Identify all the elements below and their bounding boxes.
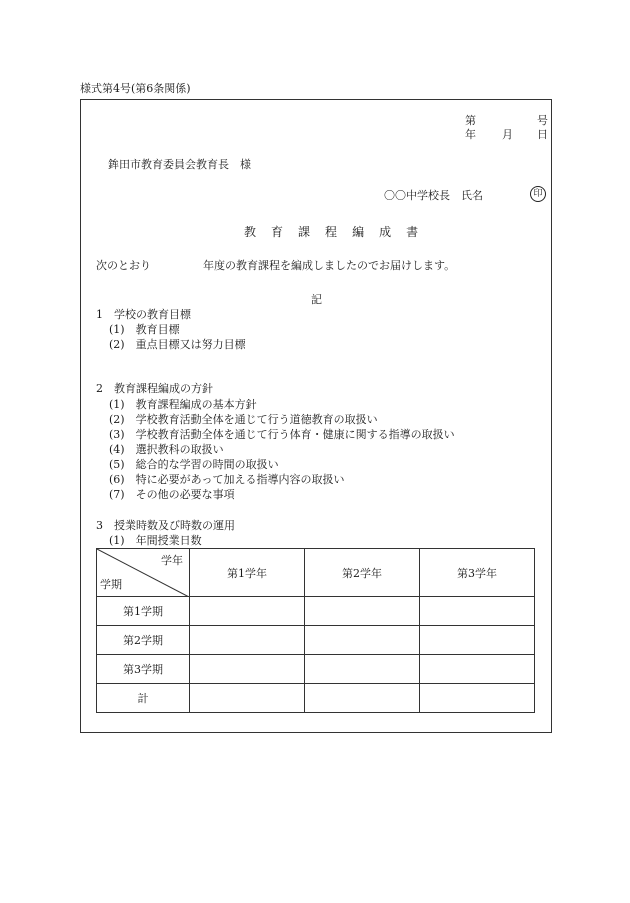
section3-subheading: (1) 年間授業日数 — [109, 534, 202, 547]
section2-item: (7) その他の必要な事項 — [109, 488, 235, 501]
form-label: 様式第4号(第6条関係) — [80, 82, 191, 95]
table-row — [97, 655, 535, 684]
section2-item: (2) 学校教育活動全体を通じて行う道徳教育の取扱い — [109, 413, 378, 426]
title-char: 成 — [379, 225, 392, 239]
column-header: 第2学年 — [305, 549, 420, 597]
section3-heading: 3 授業時数及び時数の運用 — [96, 519, 235, 532]
table-cell — [190, 597, 305, 626]
intro-left: 次のとおり — [96, 259, 151, 272]
table-cell — [190, 684, 305, 713]
row-header: 第3学期 — [97, 655, 190, 684]
section1-item: (2) 重点目標又は努力目標 — [109, 338, 246, 351]
section1-heading: 1 学校の教育目標 — [96, 308, 191, 321]
title-char: 編 — [352, 225, 365, 239]
table-cell — [305, 626, 420, 655]
column-header: 第3学年 — [420, 549, 535, 597]
title-char: 育 — [271, 225, 284, 239]
table-cell — [305, 597, 420, 626]
ki-label: 記 — [311, 293, 322, 306]
date-day: 日 — [537, 128, 548, 141]
intro-right: 年度の教育課程を編成しましたのでお届けします。 — [203, 259, 456, 272]
table-cell — [420, 626, 535, 655]
section2-item: (3) 学校教育活動全体を通じて行う体育・健康に関する指導の取扱い — [109, 428, 455, 441]
document-title — [244, 226, 418, 238]
table-cell — [305, 655, 420, 684]
number-prefix: 第 — [465, 114, 476, 127]
table-row — [97, 597, 535, 626]
title-char: 課 — [298, 225, 311, 239]
table-cell — [420, 655, 535, 684]
corner-label-grade: 学年 — [161, 554, 183, 567]
table-row — [97, 684, 535, 713]
section2-item: (1) 教育課程編成の基本方針 — [109, 398, 257, 411]
title-char: 教 — [244, 225, 257, 239]
table-row — [97, 626, 535, 655]
table-cell — [190, 626, 305, 655]
section2-item: (6) 特に必要があって加える指導内容の取扱い — [109, 473, 345, 486]
number-suffix: 号 — [537, 114, 548, 127]
sender: 〇〇中学校長 氏名 — [384, 189, 483, 202]
table-cell — [420, 597, 535, 626]
column-header: 第1学年 — [190, 549, 305, 597]
seal-mark: 印 — [530, 186, 546, 202]
school-days-table — [96, 548, 535, 713]
addressee: 鉾田市教育委員会教育長 様 — [108, 158, 251, 171]
row-header: 計 — [97, 684, 190, 713]
corner-label-term: 学期 — [100, 578, 122, 591]
section2-item: (4) 選択教科の取扱い — [109, 443, 224, 456]
row-header: 第1学期 — [97, 597, 190, 626]
table-corner-cell — [97, 549, 190, 597]
date-month: 月 — [502, 128, 513, 141]
table-cell — [420, 684, 535, 713]
row-header: 第2学期 — [97, 626, 190, 655]
table-cell — [190, 655, 305, 684]
section2-item: (5) 総合的な学習の時間の取扱い — [109, 458, 279, 471]
title-char: 程 — [325, 225, 338, 239]
date-year: 年 — [465, 128, 476, 141]
table-cell — [305, 684, 420, 713]
title-char: 書 — [406, 225, 419, 239]
section1-item: (1) 教育目標 — [109, 323, 180, 336]
section2-heading: 2 教育課程編成の方針 — [96, 382, 213, 395]
